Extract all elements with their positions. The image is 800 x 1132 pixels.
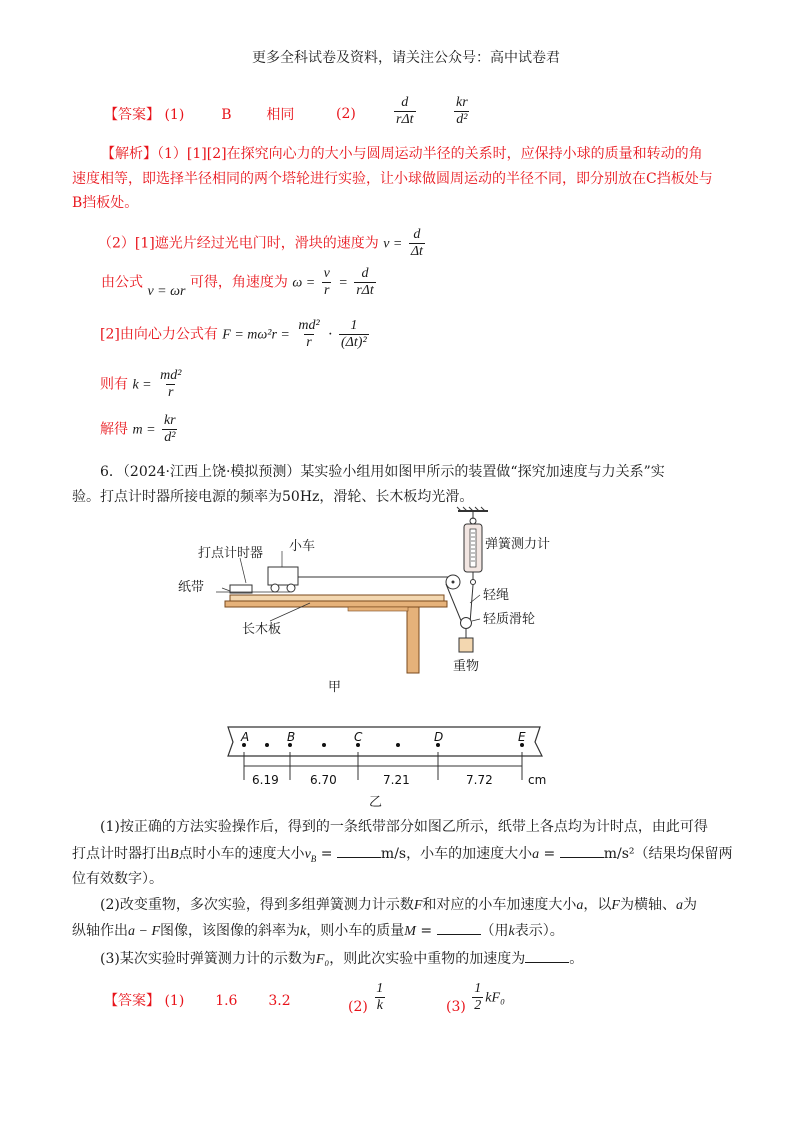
q6-part3-line: (3)某次实验时弹簧测力计的示数为F₀，则此次实验中重物的加速度为 。 — [100, 951, 584, 967]
label-weight: 重物 — [453, 659, 480, 674]
label-tape: 纸带 — [178, 580, 205, 595]
point-c: C — [354, 730, 363, 744]
point-d: D — [434, 730, 444, 744]
omega-fraction-2: $\frac{d}{\text{rΔt}}$ — [356, 266, 374, 298]
answer-fraction-2: $\frac{kr}{\text{d²}}$ — [456, 95, 468, 127]
apparatus-figure — [170, 505, 550, 680]
blank-vb[interactable] — [337, 845, 381, 858]
tape-figure — [220, 722, 560, 802]
paper-tape — [228, 727, 542, 756]
blank-accel[interactable] — [525, 950, 569, 963]
analysis-line-4: （2）[1]遮光片经过光电门时，滑块的速度为 v = $\frac{d}{\Delta t}$ — [98, 227, 423, 259]
answer-tag-q6: 【答案】 — [104, 993, 160, 1009]
answer-part1: (1) — [164, 107, 185, 123]
q5-answer-part2: (2) — [336, 106, 356, 122]
gap-bc: 6.70 — [310, 773, 337, 787]
analysis-tag: 【解析】 — [101, 146, 157, 162]
answer-vb: 1.6 — [215, 993, 238, 1009]
label-spring-scale: 弹簧测力计 — [485, 537, 550, 552]
spring-scale — [464, 524, 482, 585]
q6-answer-part2: (2) $\frac{1}{k}$ — [348, 981, 384, 1015]
k-fraction: $\frac{\text{md²}}{r}$ — [160, 368, 182, 400]
answer-tag: 【答案】 — [104, 107, 160, 123]
page-header: 更多全科试卷及资料，请关注公众号：高中试卷君 — [252, 50, 560, 66]
answer-value-b: B — [221, 107, 232, 123]
q6-part2-line2: 纵轴作出a − F图像，该图像的斜率为k，则小车的质量M = （用k表示）。 — [72, 923, 564, 939]
ceiling-mount — [457, 507, 488, 524]
omega-fraction-1: $\frac{v}{r}$ — [323, 266, 330, 298]
label-pulley: 轻质滑轮 — [483, 612, 536, 627]
string — [298, 575, 473, 652]
answer-fraction-mass: $\frac{1}{k}$ — [376, 981, 384, 1013]
analysis-line-6: [2]由向心力公式有 F = mω²r = $\frac{\text{md²}}{r}$ · $\frac{1}{\text{(Δt)²}}$ — [100, 318, 367, 350]
label-rope: 轻绳 — [483, 588, 510, 603]
q5-answer-line — [104, 103, 294, 127]
unit-cm: cm — [528, 773, 547, 787]
point-a: A — [241, 730, 250, 744]
label-car: 小车 — [289, 539, 316, 554]
q6-part2-line1: (2)改变重物，多次实验，得到多组弹簧测力计示数F和对应的小车加速度大小a，以F为横轴、a为 — [100, 897, 697, 913]
q6-part1-line2: 打点计时器打出B点时小车的速度大小$v_B = m/s$，小车的加速度大小a = m/s²（结果均保留两 — [72, 846, 733, 864]
answer-fraction-half: $\frac{1}{2}$ — [474, 981, 482, 1013]
force-fraction-1: $\frac{\text{md²}}{r}$ — [298, 318, 320, 350]
q6-intro-line-1: 6．（2024·江西上饶·模拟预测）某实验小组用如图甲所示的装置做“探究加速度与力关系”实 — [100, 464, 665, 480]
label-timer: 打点计时器 — [198, 546, 264, 561]
q6-answer-line: 【答案】 (1) 1.6 3.2 — [104, 993, 291, 1009]
blank-a[interactable] — [560, 845, 604, 858]
force-fraction-2: $\frac{1}{\text{(Δt)²}}$ — [341, 318, 367, 350]
point-e: E — [518, 730, 526, 744]
label-board: 长木板 — [242, 622, 282, 637]
gap-ab: 6.19 — [252, 773, 279, 787]
analysis-line-5: 由公式 v = ωr 可得，角速度为 ω = $\frac{v}{r}$ = $\frac{d}{\text{rΔt}}$ — [101, 266, 374, 299]
answer-a: 3.2 — [268, 993, 291, 1009]
q6-intro-line-2: 验。打点计时器所接电源的频率为50Hz，滑轮、长木板均光滑。 — [72, 489, 474, 505]
analysis-line-8: 解得 m = $\frac{kr}{\text{d²}}$ — [100, 413, 176, 445]
analysis-line-7: 则有 k = $\frac{\text{md²}}{r}$ — [100, 368, 182, 400]
m-fraction: $\frac{kr}{\text{d²}}$ — [163, 413, 176, 445]
gap-de: 7.72 — [466, 773, 493, 787]
velocity-fraction: $\frac{d}{\Delta t}$ — [410, 227, 423, 259]
figure-caption-yi: 乙 — [369, 795, 383, 810]
q6-answer-part3: (3) $\frac{1}{2}$ kF₀ — [446, 981, 505, 1015]
point-b: B — [287, 730, 296, 744]
answer-fraction-1: d rΔt — [396, 95, 414, 127]
q6-part1-line1: (1)按正确的方法实验操作后，得到的一条纸带部分如图乙所示，纸带上各点均为计时点，由此可得 — [100, 819, 708, 835]
cart — [268, 567, 298, 592]
blank-m[interactable] — [437, 922, 481, 935]
q6-part1-line3: 位有效数字）。 — [72, 871, 163, 887]
analysis-line-2: 速度相等，即选择半径相同的两个塔轮进行实验，让小球做圆周运动的半径不同，即分别放在C挡板处与 — [72, 171, 713, 187]
analysis-line-1: 【解析】（1）[1][2]在探究向心力的大小与圆周运动半径的关系时，应保持小球的质量和转动的角 — [101, 146, 703, 162]
answer-value-same: 相同 — [266, 107, 295, 123]
figure-caption-jia: 甲 — [328, 680, 342, 695]
analysis-line-3: B挡板处。 — [72, 195, 139, 211]
gap-cd: 7.21 — [383, 773, 410, 787]
